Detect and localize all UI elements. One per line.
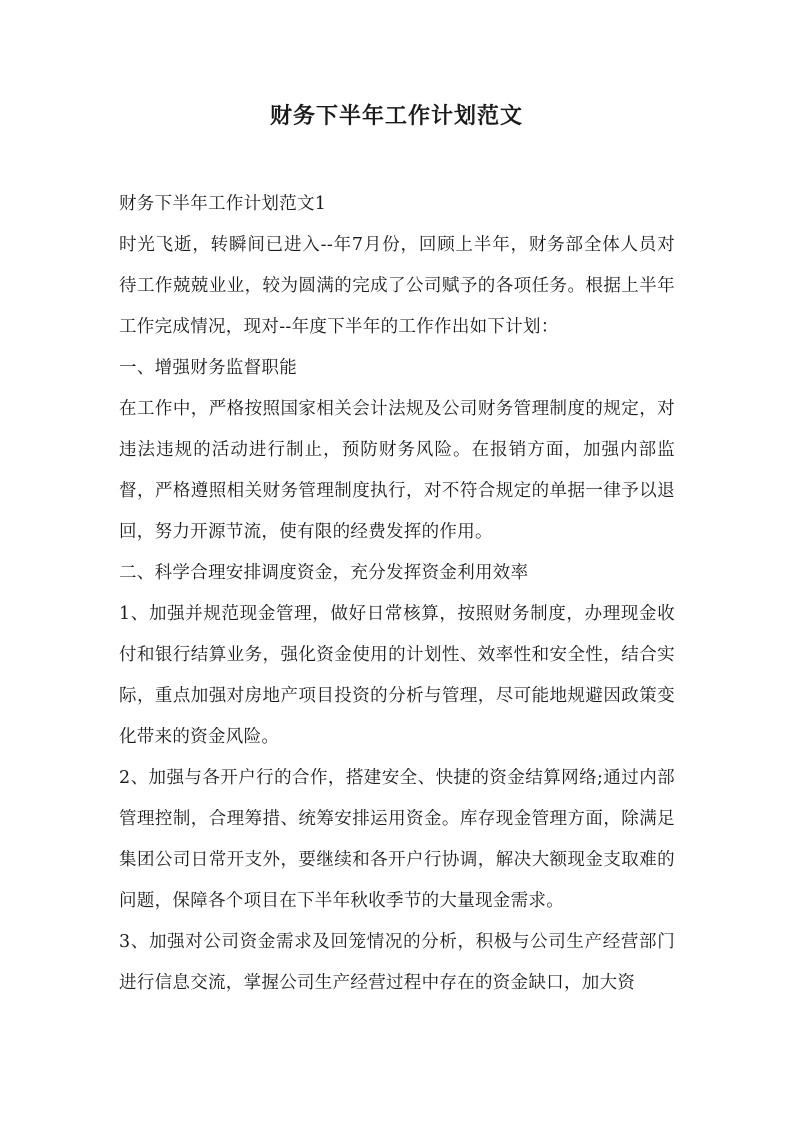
document-body [119,184,675,1004]
paragraph-subtitle: 财务下半年工作计划范文1 [119,194,327,214]
paragraph-item-2: 2、加强与各开户行的合作，搭建安全、快捷的资金结算网络;通过内部管理控制，合理筹措、统筹安排运用资金。库存现金管理方面，除满足集团公司日常开支外，要继续和各开户行协调，解决大额现金支取难的问题，保障各个项目在下半年秋收季节的大量现金需求。 [119,768,675,911]
section-heading-1: 一、增强财务监督职能 [119,358,297,378]
paragraph-intro: 时光飞逝，转瞬间已进入--年7月份，回顾上半年，财务部全体人员对待工作兢兢业业，较为圆满的完成了公司赋予的各项任务。根据上半年工作完成情况，现对--年度下半年的工作作出如下计划： [119,235,675,337]
paragraph-item-3: 3、加强对公司资金需求及回笼情况的分析，积极与公司生产经营部门进行信息交流，掌握公司生产经营过程中存在的资金缺口，加大资 [119,932,675,993]
paragraph-item-1: 1、加强并规范现金管理，做好日常核算，按照财务制度，办理现金收付和银行结算业务，强化资金使用的计划性、效率性和安全性，结合实际，重点加强对房地产项目投资的分析与管理，尽可能地规避因政策变化带来的资金风险。 [119,604,675,747]
section-heading-2: 二、科学合理安排调度资金，充分发挥资金利用效率 [119,563,529,583]
document-title: 财务下半年工作计划范文 [269,103,523,129]
paragraph-section-1: 在工作中，严格按照国家相关会计法规及公司财务管理制度的规定，对违法违规的活动进行制止，预防财务风险。在报销方面，加强内部监督，严格遵照相关财务管理制度执行，对不符合规定的单据一律予以退回，努力开源节流，使有限的经费发挥的作用。 [119,399,675,542]
